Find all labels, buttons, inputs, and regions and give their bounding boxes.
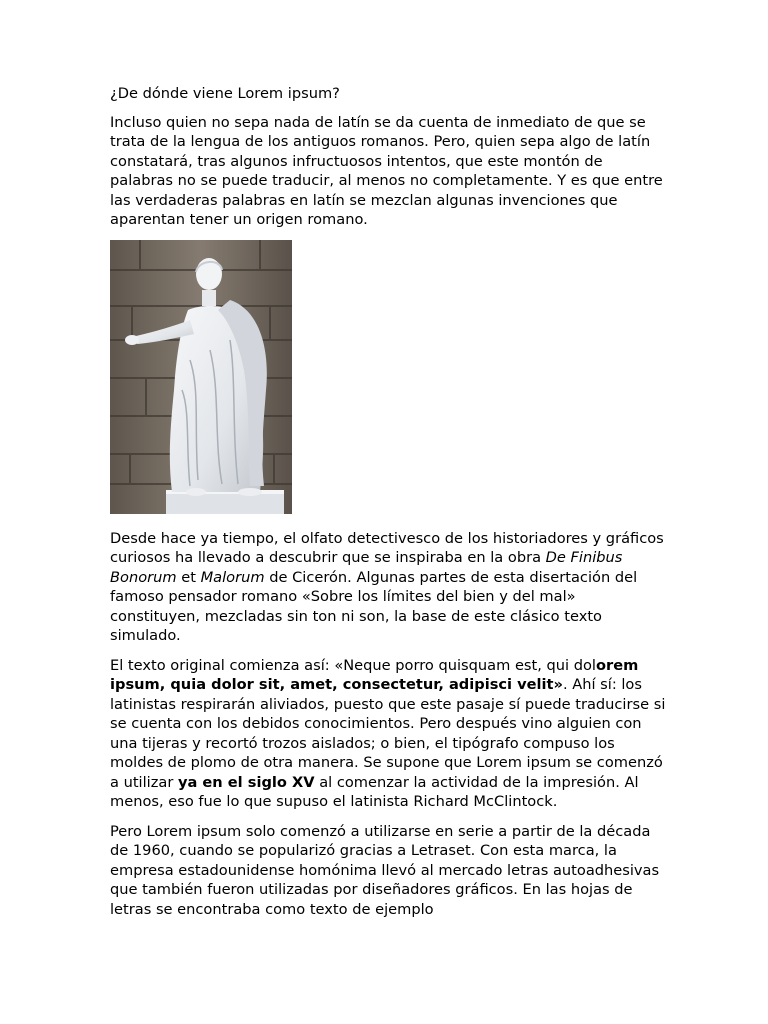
paragraph-original-text	[110, 656, 666, 812]
paragraph-original-text-3: al comenzar la actividad de la impresión. Al menos, eso fue lo que supuso el latinista Richard McClintock.	[110, 773, 639, 810]
work-title-de-finibus: De Finibus Bonorum	[110, 549, 623, 586]
paragraph-original-text-2: . Ahí sí: los latinistas respirarán aliviados, puesto que este pasaje sí puede traducirse si se cuenta con los debidos conocimientos. Pero después vino alguien con una tijeras y recortó trozos aislados; o bien, el tipógrafo compuso los moldes de plomo de otra manera. Se supone que Lorem ipsum se comenzó a utilizar	[110, 676, 666, 791]
paragraph-intro: Incluso quien no sepa nada de latín se da cuenta de inmediato de que se trata de la lengua de los antiguos romanos. Pero, quien sepa algo de latín constatará, tras algunos infructuosos intentos, que este montón de palabras no se puede traducir, al menos no completamente. Y es que entre las verdaderas palabras en latín se mezclan algunas invenciones que aparentan tener un origen romano.	[110, 113, 663, 228]
document-body	[110, 84, 666, 929]
work-title-malorum: Malorum	[200, 568, 265, 586]
paragraph-letraset: Pero Lorem ipsum solo comenzó a utilizarse en serie a partir de la década de 1960, cuando se popularizó gracias a Letraset. Con esta marca, la empresa estadounidense homónima llevó al mercado letras autoadhesivas que también fueron utilizadas por diseñadores gráficos. En las hojas de letras se encontraba como texto de ejemplo	[110, 822, 660, 918]
document-heading: ¿De dónde viene Lorem ipsum?	[110, 85, 340, 102]
statue-photo-icon	[110, 240, 292, 514]
century-bold: ya en el siglo XV	[177, 773, 315, 791]
paragraph-origin-text-3: de Cicerón. Algunas partes de esta disertación del famoso pensador romano «Sobre los límites del bien y del mal» constituyen, mezcladas sin ton ni son, la base de este clásico texto simulado.	[110, 568, 638, 644]
paragraph-origin-text-1: Desde hace ya tiempo, el olfato detectivesco de los historiadores y gráficos curiosos ha llevado a descubrir que se inspiraba en la obra	[110, 529, 664, 566]
latin-quote-bold: orem ipsum, quia dolor sit, amet, consectetur, adipisci velit»	[110, 656, 639, 693]
paragraph-original-text-1: El texto original comienza así: «Neque porro quisquam est, qui dol	[110, 656, 596, 674]
paragraph-origin-text-2: et	[176, 568, 201, 586]
paragraph-origin	[110, 529, 666, 646]
statue-image	[110, 240, 292, 514]
